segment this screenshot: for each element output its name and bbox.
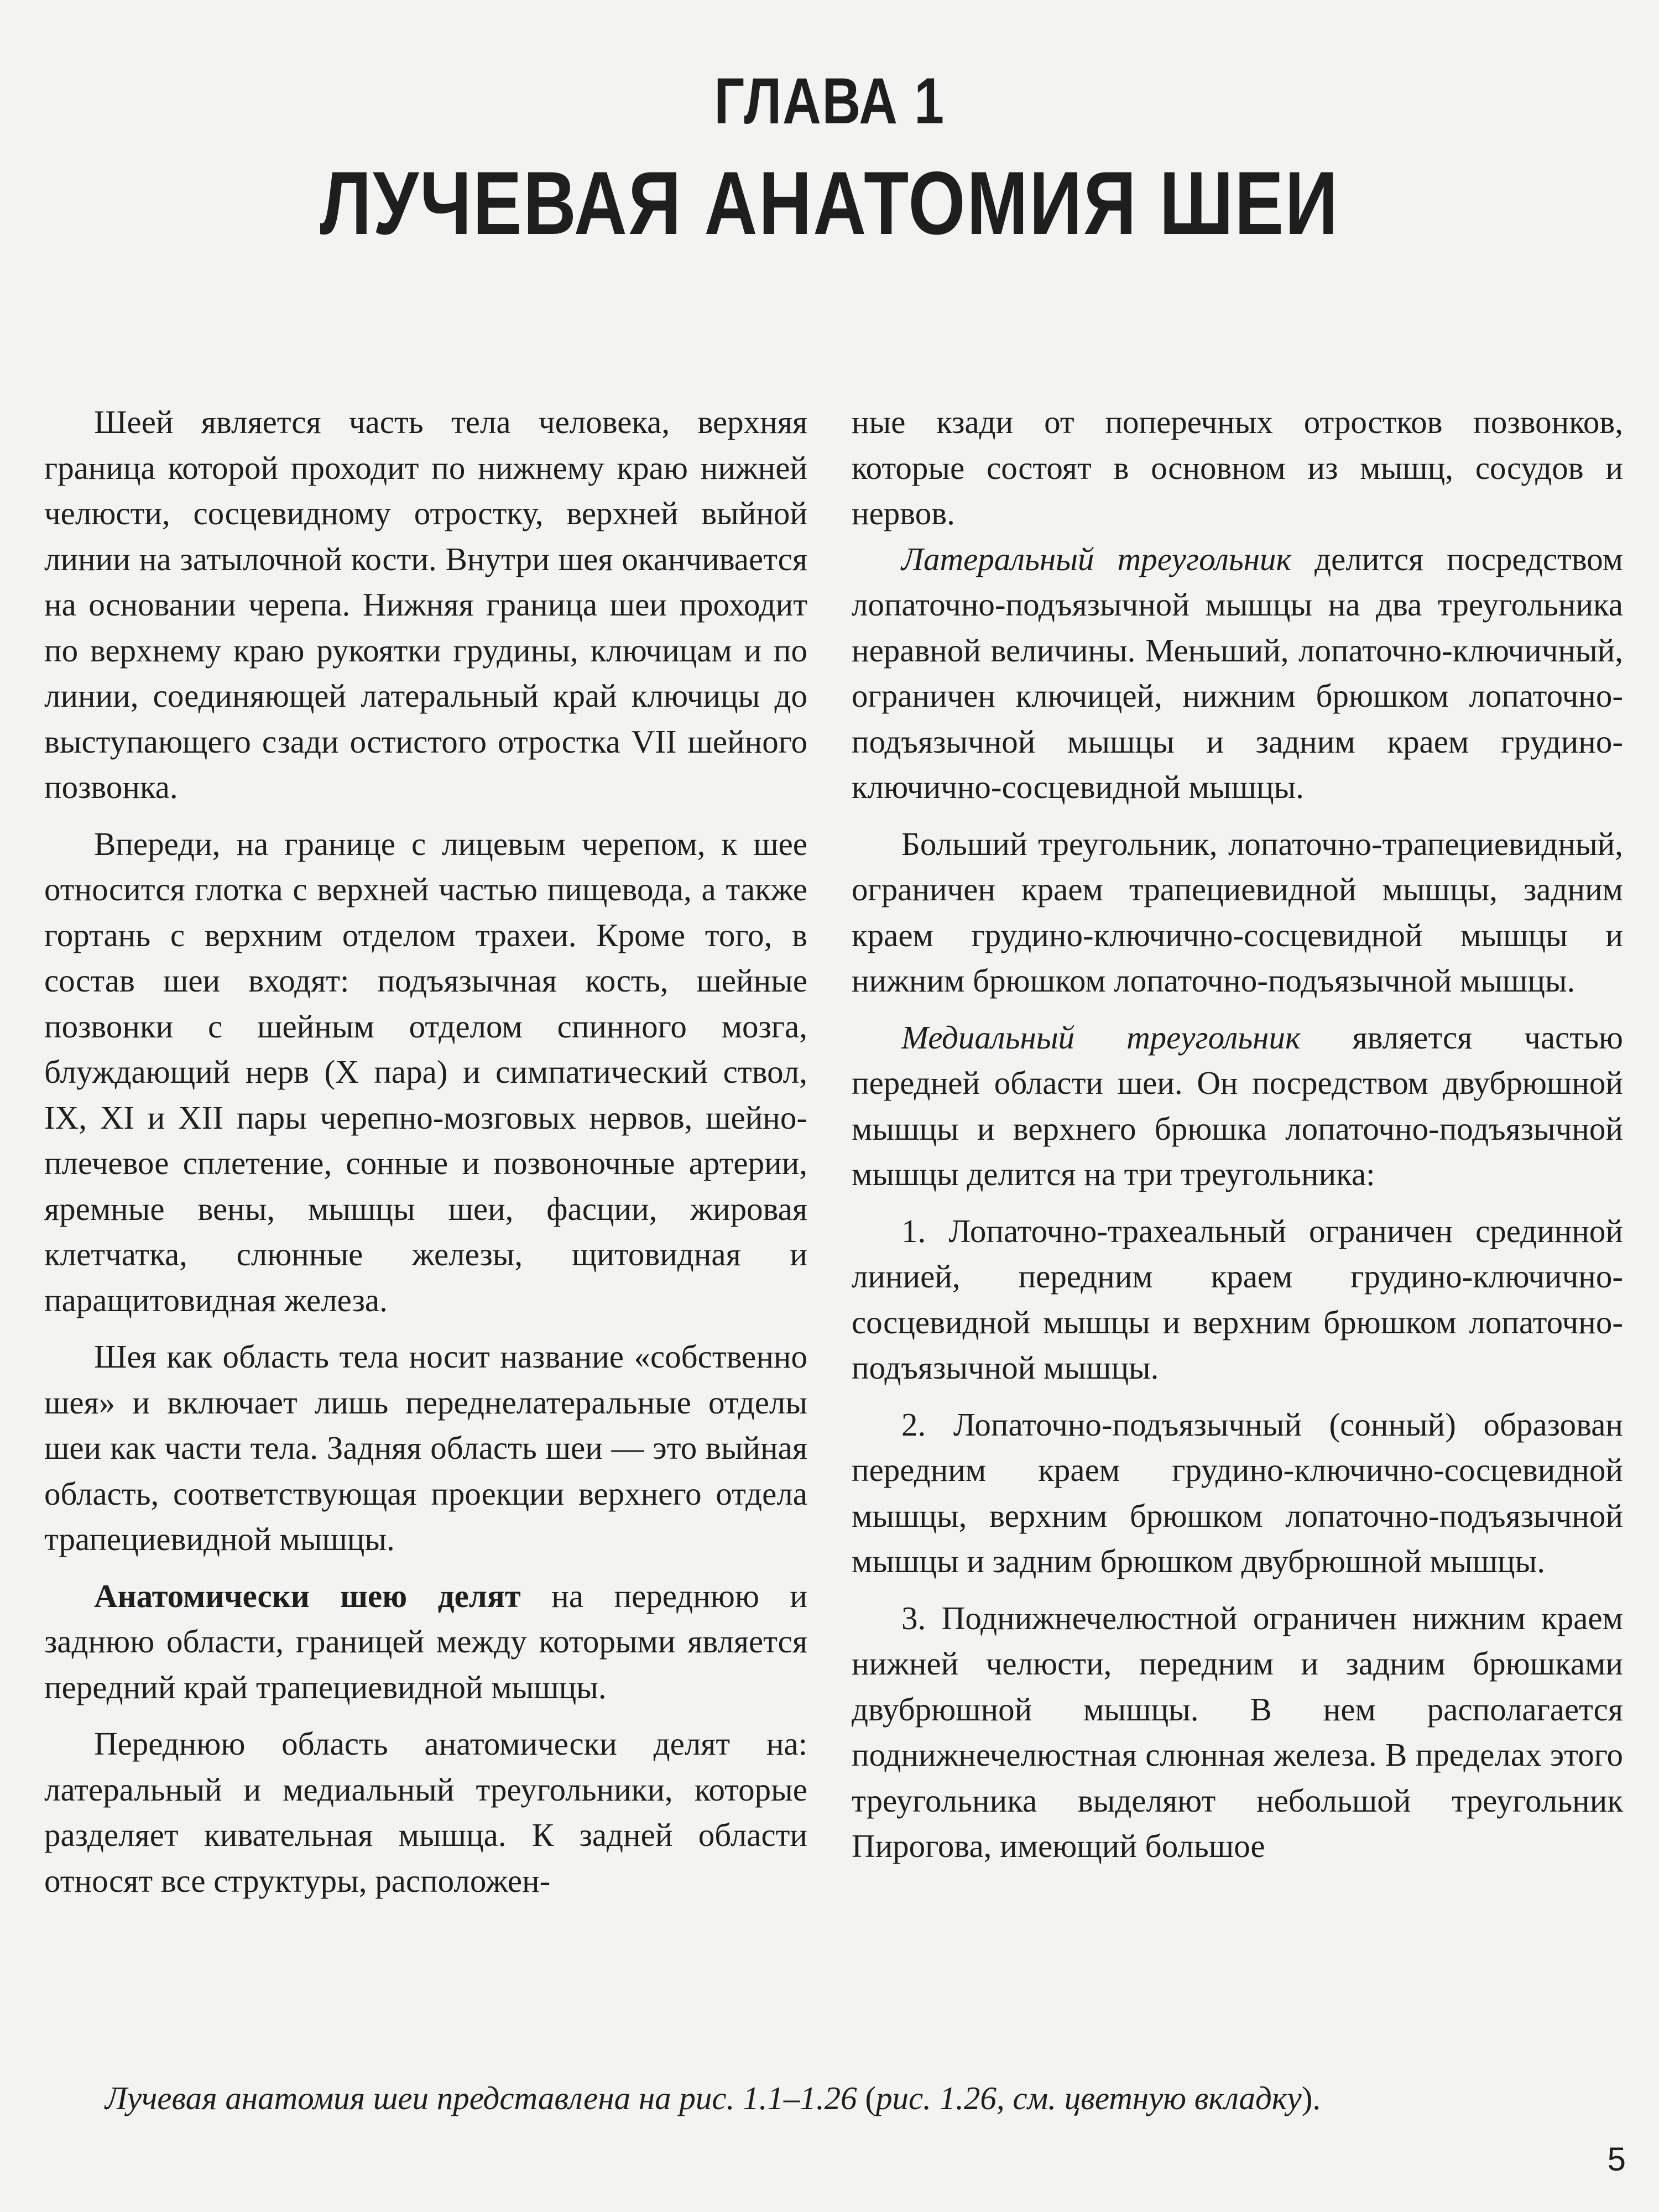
paragraph-neck-definition: Шеей является часть тела человека, верхняя граница которой проходит по нижнему краю нижней челюсти, сосцевидному отростку, верхней выйной линии на затылочной кости. Внутри шея оканчивается на основании черепа. Нижняя граница шеи проходит по верхнему краю рукоятки грудины, ключицам и по линии, соединяющей латеральный край ключицы до выступающего сзади остистого отростка VII шейного позвонка.: [44, 404, 807, 805]
paragraph-neck-contents: Впереди, на границе с лицевым черепом, к шее относится глотка с верхней частью пищевода, а также гортань с верхним отделом трахеи. Кроме того, в состав шеи входят: подъязычная кость, шейные позвонки с шейным отделом спинного мозга, блуждающий нерв (X пара) и симпатический ствол, IX, XI и XII пары черепно-мозговых нервов, шейно-плечевое сплетение, сонные и позвоночные артерии, яремные вены, мышцы шеи, фасции, жировая клетчатка, слюнные железы, щитовидная и паращитовидная железа.: [44, 825, 807, 1318]
paragraph-neck-proper: Шея как область тела носит название «собственно шея» и включает лишь переднелатеральные отделы шеи как части тела. Задняя область шеи — это выйная область, соответствующая проекции верхнего отдела трапециевидной мышцы.: [44, 1338, 807, 1557]
list-item-2: 2. Лопаточно-подъязычный (сонный) образован передним краем грудино-ключично-сосцевидной мышцы, верхним брюшком лопаточно-подъязычной мышцы и задним брюшком двубрюшной мышцы.: [852, 1406, 1623, 1579]
list-item-1: 1. Лопаточно-трахеальный ограничен срединной линией, передним краем грудино-ключично-сосцевидной мышцы и верхним брюшком лопаточно-подъязычной мышцы.: [852, 1212, 1623, 1386]
note-italic-reference: рис. 1.26, см. цветную вкладку: [876, 2080, 1302, 2116]
italic-term: Медиальный треугольник: [901, 1019, 1301, 1056]
note-paren-open: (: [857, 2080, 876, 2116]
paragraph-text: на переднюю и заднюю области, границей между которыми является передний край трапециевидной мышцы.: [44, 1577, 807, 1705]
paragraph-anatomical-division: [44, 1573, 807, 1710]
right-text-column: [852, 399, 1623, 1869]
figure-reference-note: [105, 2079, 1321, 2117]
note-paren-close: ).: [1301, 2080, 1321, 2116]
left-text-column: [44, 399, 807, 1903]
italic-term: Латеральный треугольник: [901, 540, 1292, 577]
chapter-number: ГЛАВА 1: [714, 65, 945, 138]
paragraph-larger-triangle: Больший треугольник, лопаточно-трапециевидный, ограничен краем трапециевидной мышцы, задним краем грудино-ключично-сосцевидной мышцы и нижним брюшком лопаточно-подъязычной мышцы.: [852, 825, 1623, 999]
list-item-3: 3. Поднижнечелюстной ограничен нижним краем нижней челюсти, передним и задним брюшками двубрюшной мышцы. В нем располагается поднижнечелюстная слюнная железа. В пределах этого треугольника выделяют небольшой треугольник Пирогова, имеющий большое: [852, 1599, 1623, 1864]
paragraph-medial-triangle: [852, 1015, 1623, 1197]
paragraph-text: является частью передней области шеи. Он посредством двубрюшной мышцы и верхнего брюшка лопаточно-подъязычной мышцы делится на три треугольника:: [852, 1019, 1623, 1192]
note-italic-text: Лучевая анатомия шеи представлена на рис. 1.1–1.26: [105, 2080, 857, 2116]
paragraph-continuation: ные кзади от поперечных отростков позвонков, которые состоят в основном из мышц, сосудов и нервов.: [852, 404, 1623, 531]
paragraph-anterior-region: Переднюю область анатомически делят на: латеральный и медиальный треугольники, которые разделяет кивательная мышца. К задней области относят все структуры, расположен-: [44, 1725, 807, 1899]
paragraph-text: делится посредством лопаточно-подъязычной мышцы на два треугольника неравной величины. Меньший, лопаточно-ключичный, ограничен ключицей, нижним брюшком лопаточно-подъязычной мышцы и задним краем грудино-ключично-сосцевидной мышцы.: [852, 540, 1623, 805]
page-number: 5: [1607, 2141, 1626, 2178]
bold-lead-phrase: Анатомически шею делят: [94, 1577, 521, 1614]
chapter-title: ЛУЧЕВАЯ АНАТОМИЯ ШЕИ: [320, 153, 1339, 253]
paragraph-lateral-triangle: [852, 536, 1623, 810]
